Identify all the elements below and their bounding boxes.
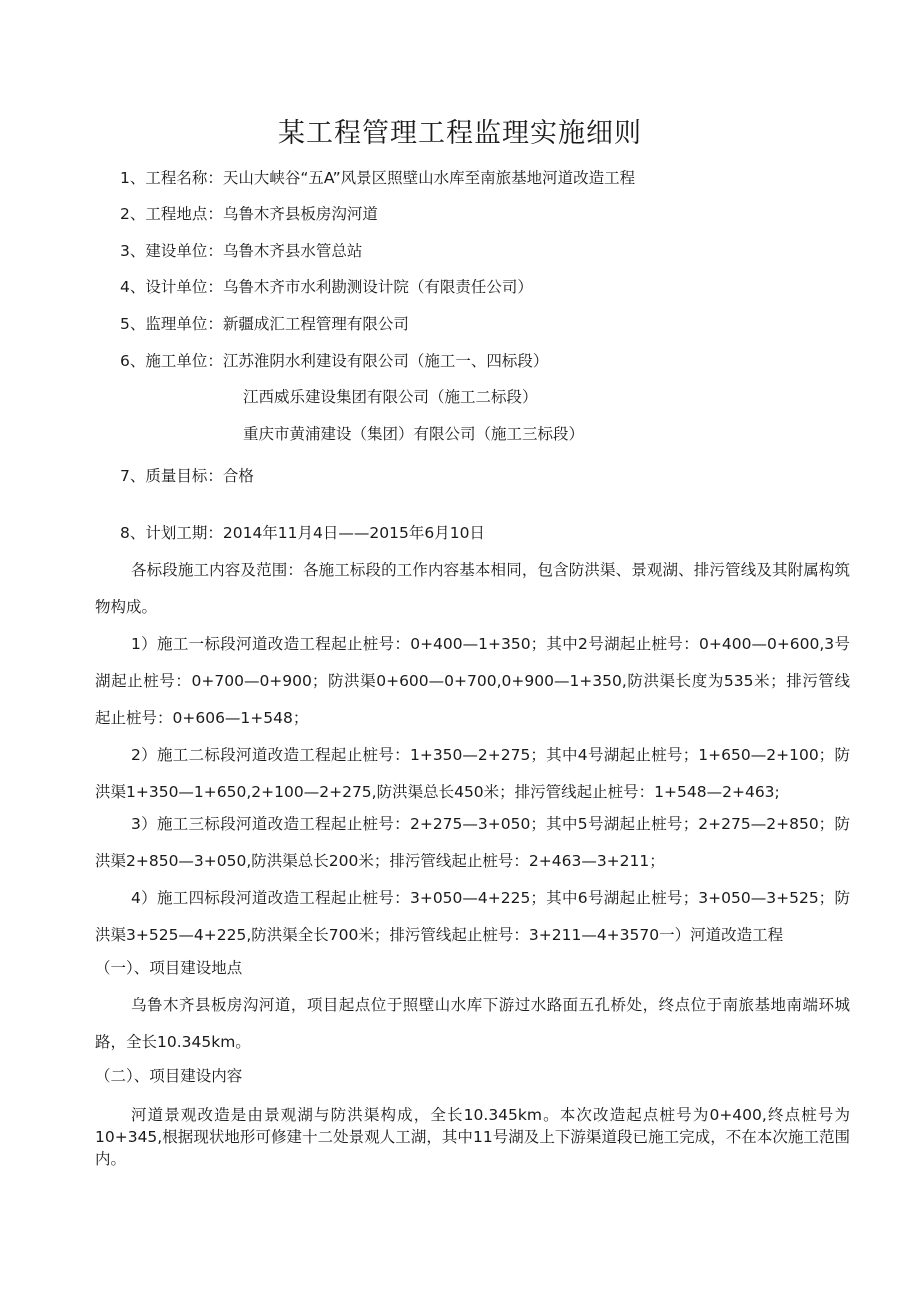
project-contractor-3: 重庆市黄浦建设（集团）有限公司（施工三标段） — [243, 425, 585, 443]
content-description: 河道景观改造是由景观湖与防洪渠构成，全长10.345km。本次改造起点桩号为0+400,终点桩号为10+345,根据现状地形可修建十二处景观人工湖，其中11号湖及上下游渠道段已施工完成，不在本次施工范围内。 — [95, 1106, 850, 1168]
project-contractor: 6、施工单位：江苏淮阴水利建设有限公司（施工一、四标段） — [120, 352, 549, 370]
project-location: 2、工程地点：乌鲁木齐县板房沟河道 — [120, 205, 378, 223]
location-description: 乌鲁木齐县板房沟河道，项目起点位于照壁山水库下游过水路面五孔桥处，终点位于南旅基地南端环城路，全长10.345km。 — [95, 996, 850, 1051]
project-owner: 3、建设单位：乌鲁木齐县水管总站 — [120, 242, 363, 260]
heading-content: （二）、项目建设内容 — [95, 1067, 243, 1085]
schedule: 8、计划工期：2014年11月4日——2015年6月10日 — [120, 524, 485, 542]
section-1: 1）施工一标段河道改造工程起止桩号：0+400—1+350；其中2号湖起止桩号：0+400—0+600,3号湖起止桩号：0+700—0+900；防洪渠0+600—0+700,0+900—1+350,防洪渠长度为535米；排污管线起止桩号：0+606—1+548； — [95, 635, 850, 727]
section-4: 4）施工四标段河道改造工程起止桩号：3+050—4+225；其中6号湖起止桩号；3+050—3+525；防洪渠3+525—4+225,防洪渠全长700米；排污管线起止桩号：3+211—4+3570一）河道改造工程 — [95, 889, 850, 944]
section-2: 2）施工二标段河道改造工程起止桩号：1+350—2+275；其中4号湖起止桩号；1+650—2+100；防洪渠1+350—1+650,2+100—2+275,防洪渠总长450米；排污管线起止桩号：1+548—2+463; — [95, 746, 850, 801]
page-title: 某工程管理工程监理实施细则 — [278, 118, 642, 149]
project-designer: 4、设计单位：乌鲁木齐市水利勘测设计院（有限责任公司） — [120, 278, 533, 296]
heading-location: （一）、项目建设地点 — [95, 959, 243, 977]
project-supervisor: 5、监理单位：新疆成汇工程管理有限公司 — [120, 315, 409, 333]
section-3: 3）施工三标段河道改造工程起止桩号：2+275—3+050；其中5号湖起止桩号；2+275—2+850；防洪渠2+850—3+050,防洪渠总长200米；排污管线起止桩号：2+463—3+211； — [95, 815, 850, 870]
project-name: 1、工程名称：天山大峡谷“五A”风景区照壁山水库至南旅基地河道改造工程 — [120, 169, 636, 187]
quality-target: 7、质量目标：合格 — [120, 467, 254, 485]
project-contractor-2: 江西威乐建设集团有限公司（施工二标段） — [243, 388, 538, 406]
scope-intro: 各标段施工内容及范围：各施工标段的工作内容基本相同，包含防洪渠、景观湖、排污管线及其附属构筑物构成。 — [95, 561, 850, 616]
